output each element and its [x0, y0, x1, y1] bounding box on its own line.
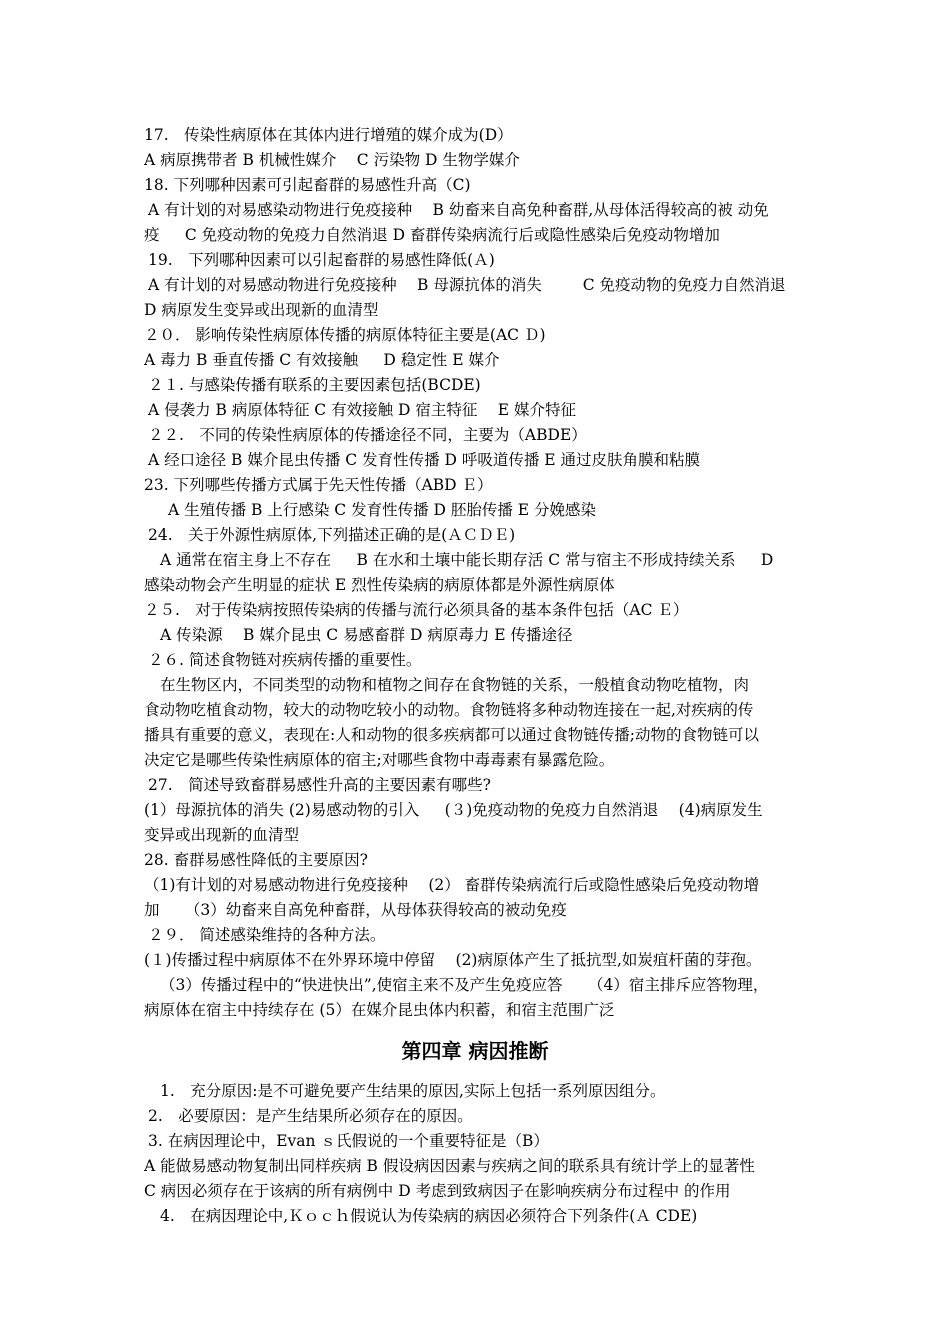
- text-line: A 侵袭力 B 病原体特征 C 有效接触 D 宿主特征 E 媒介特征: [148, 401, 577, 419]
- text-line: C 病因必须存在于该病的所有病例中 D 考虑到致病因子在影响疾病分布过程中 的作用: [144, 1182, 731, 1200]
- text-line: 18. 下列哪种因素可引起畜群的易感性升高（C): [144, 176, 471, 194]
- text-line: 变异或出现新的血清型: [144, 826, 300, 844]
- text-line: 决定它是哪些传染性病原体的宿主;对哪些食物中毒毒素有暴露危险。: [144, 751, 615, 769]
- text-line: 4. 在病因理论中,Ｋｏｃｈ假说认为传染病的病因必须符合下列条件(Ａ CDE): [160, 1207, 698, 1225]
- question-list-chapter-three: [0, 123, 950, 1023]
- text-line: ２２. 不同的传染性病原体的传播途径不同，主要为（ABDE）: [148, 426, 587, 444]
- text-line: A 传染源 B 媒介昆虫 C 易感畜群 D 病原毒力 E 传播途径: [160, 626, 573, 644]
- text-line: (1）母源抗体的消失 (2)易感动物的引入 (３)免疫动物的免疫力自然消退 (4)病原发生: [144, 801, 763, 819]
- text-line: ２９． 简述感染维持的各种方法。: [148, 926, 386, 944]
- text-line: 1. 充分原因:是不可避免要产生结果的原因,实际上包括一系列原因组分。: [160, 1082, 666, 1100]
- text-line: ２１. 与感染传播有联系的主要因素包括(BCDE): [148, 376, 481, 394]
- text-line: 17. 传染性病原体在其体内进行增殖的媒介成为(D）: [144, 126, 513, 144]
- page-content: [0, 123, 950, 1229]
- text-line: ２６. 简述食物链对疾病传播的重要性。: [148, 651, 422, 669]
- text-line: 3. 在病因理论中，Evan ｓ氏假说的一个重要特征是（B）: [148, 1132, 549, 1150]
- text-line: 疫 C 免疫动物的免疫力自然消退 D 畜群传染病流行后或隐性感染后免疫动物增加: [144, 226, 720, 244]
- text-line: ２５. 对于传染病按照传染病的传播与流行必须具备的基本条件包括（AC Ｅ）: [144, 601, 689, 619]
- text-line: 2. 必要原因：是产生结果所必须存在的原因。: [148, 1107, 473, 1125]
- text-line: 感染动物会产生明显的症状 E 烈性传染病的病原体都是外源性病原体: [144, 576, 615, 594]
- text-line: 病原体在宿主中持续存在 (5）在媒介昆虫体内积蓄，和宿主范围广泛: [144, 1001, 615, 1019]
- text-line: 28. 畜群易感性降低的主要原因?: [144, 851, 368, 869]
- text-line: (１)传播过程中病原体不在外界环境中停留 (2)病原体产生了抵抗型,如炭疽杆菌的芽孢。: [144, 951, 762, 969]
- text-line: 在生物区内，不同类型的动物和植物之间存在食物链的关系，一般植食动物吃植物，肉: [160, 676, 750, 694]
- chapter-heading: 第四章 病因推断: [401, 1039, 549, 1063]
- text-line: A 病原携带者 B 机械性媒介 C 污染物 D 生物学媒介: [144, 151, 520, 169]
- text-line: A 有计划的对易感动物进行免疫接种 B 母源抗体的消失 C 免疫动物的免疫力自然消退: [148, 276, 786, 294]
- text-line: A 通常在宿主身上不存在 B 在水和土壤中能长期存活 C 常与宿主不形成持续关系 D: [160, 551, 774, 569]
- text-line: 食动物吃植食动物，较大的动物吃较小的动物。食物链将多种动物连接在一起,对疾病的传: [144, 701, 754, 719]
- text-line: （1)有计划的对易感动物进行免疫接种 (2） 畜群传染病流行后或隐性感染后免疫动物增: [144, 876, 760, 894]
- question-list-chapter-four: [0, 1079, 950, 1229]
- text-line: A 经口途径 B 媒介昆虫传播 C 发育性传播 D 呼吸道传播 E 通过皮肤角膜和粘膜: [148, 451, 701, 469]
- text-line: A 有计划的对易感染动物进行免疫接种 B 幼畜来自高免种畜群,从母体活得较高的被 动免: [148, 201, 769, 219]
- text-line: ２０． 影响传染性病原体传播的病原体特征主要是(AC Ｄ): [144, 326, 546, 344]
- text-line: A 毒力 B 垂直传播 C 有效接触 D 稳定性 E 媒介: [144, 351, 500, 369]
- text-line: 23. 下列哪些传播方式属于先天性传播（ABD Ｅ）: [144, 476, 493, 494]
- text-line: 27. 简述导致畜群易感性升高的主要因素有哪些?: [148, 776, 491, 794]
- text-line: 加 （3）幼畜来自高免种畜群，从母体获得较高的被动免疫: [144, 901, 567, 919]
- text-line: A 生殖传播 B 上行感染 C 发育性传播 D 胚胎传播 E 分娩感染: [168, 501, 597, 519]
- text-line: D 病原发生变异或出现新的血清型: [144, 301, 379, 319]
- text-line: 19. 下列哪种因素可以引起畜群的易感性降低(Ａ): [148, 251, 495, 269]
- text-line: 24. 关于外源性病原体,下列描述正确的是(ＡＣＤＥ): [148, 526, 516, 544]
- text-line: 播具有重要的意义，表现在:人和动物的很多疾病都可以通过食物链传播;动物的食物链可以: [144, 726, 759, 744]
- text-line: A 能做易感动物复制出同样疾病 B 假设病因因素与疾病之间的联系具有统计学上的显著性: [144, 1157, 755, 1175]
- text-line: （3）传播过程中的“快进快出”,使宿主来不及产生免疫应答 （4）宿主排斥应答物理，: [160, 976, 769, 994]
